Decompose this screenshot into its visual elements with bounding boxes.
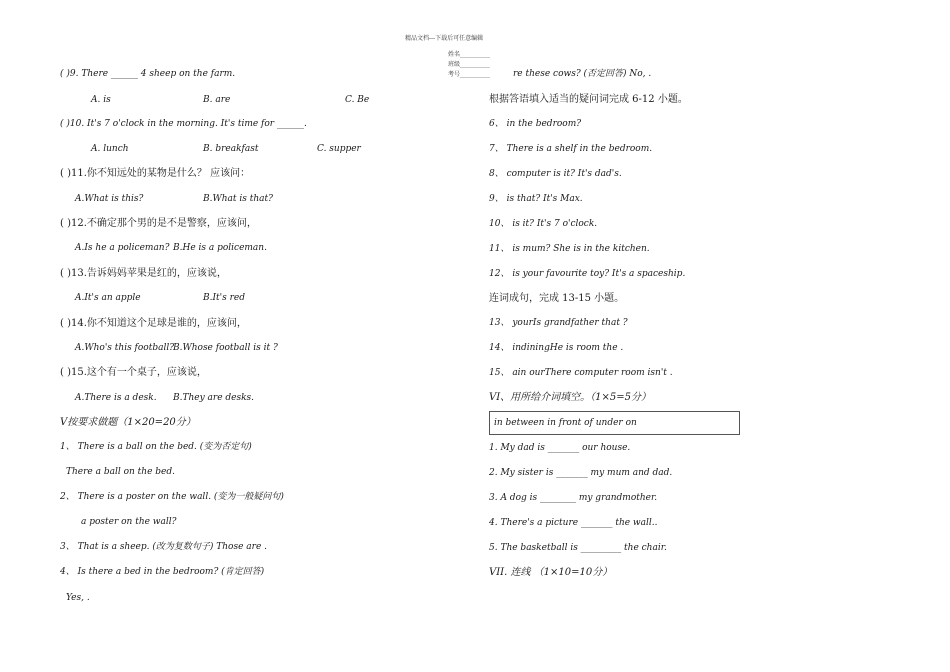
question-r14: 14、 indiningHe is room the . [489, 343, 624, 353]
task-3: 3、 That is a sheep. (改为复数句子) Those are . [60, 542, 267, 552]
document-top-note: 精品文档---下载后可任意编辑 [405, 35, 484, 42]
question-r9: 9、 is that? It's Max. [489, 194, 583, 204]
question-11: ( )11.你不知远处的某物是什么？ 应该问： [60, 168, 251, 179]
task-4-continued: re these cows? (否定回答) No, . [513, 69, 652, 79]
question-11-option-b: B.What is that? [203, 194, 273, 204]
preposition-4: 4. There's a picture _______ the wall.. [489, 518, 658, 528]
question-15: ( )15.这个有一个桌子，应该说， [60, 367, 207, 378]
question-14-option-a: A.Who's this football? [75, 343, 175, 353]
question-r13: 13、 yourIs grandfather that ? [489, 318, 628, 328]
question-11-option-a: A.What is this? [75, 194, 144, 204]
question-r7: 7、 There is a shelf in the bedroom. [489, 144, 653, 154]
class-label: 班级__________ [448, 61, 491, 68]
question-10-option-b: B. breakfast [203, 144, 259, 154]
question-12-option-a: A.Is he a policeman? [75, 243, 170, 253]
instruction-6-12: 根据答语填入适当的疑问词完成 6-12 小题。 [489, 94, 688, 105]
section-7-title: VII. 连线 （1×10=10分） [489, 567, 613, 578]
question-12-option-b: B.He is a policeman. [173, 243, 267, 253]
question-r11: 11、 is mum? She is in the kitchen. [489, 244, 650, 254]
word-bank: in between in front of under on [494, 418, 637, 428]
task-2: 2、 There is a poster on the wall. (变为一般疑问句) [60, 492, 284, 502]
name-label: 姓名__________ [448, 51, 491, 58]
question-15-option-b: B.They are desks. [173, 393, 255, 403]
question-14-option-b: B.Whose football is it ? [173, 343, 278, 353]
exam-id-label: 考号__________ [448, 71, 491, 78]
question-r15: 15、 ain ourThere computer room isn't . [489, 368, 673, 378]
preposition-1: 1. My dad is _______ our house. [489, 443, 631, 453]
task-1: 1、 There is a ball on the bed. (变为否定句) [60, 442, 252, 452]
question-12: ( )12.不确定那个男的是不是警察，应该问， [60, 218, 257, 229]
task-1-answer: There a ball on the bed. [66, 467, 175, 477]
section-6-title: VI、用所给介词填空。（1×5=5分） [489, 392, 652, 403]
question-9-option-a: A. is [91, 95, 111, 105]
instruction-13-15: 连词成句，完成 13-15 小题。 [489, 293, 625, 304]
question-14: ( )14.你不知道这个足球是谁的，应该问， [60, 318, 247, 329]
question-r8: 8、 computer is it? It's dad's. [489, 169, 622, 179]
question-10-option-c: C. supper [317, 144, 361, 154]
question-9: ( )9. There ______ 4 sheep on the farm. [60, 69, 236, 79]
task-4-answer: Yes, . [66, 593, 90, 603]
question-15-option-a: A.There is a desk. [75, 393, 157, 403]
question-10: ( )10. It's 7 o'clock in the morning. It's time for ______. [60, 119, 307, 129]
question-9-option-b: B. are [203, 95, 231, 105]
section-5-title: V按要求做题（1×20=20分） [60, 417, 196, 428]
task-4: 4、 Is there a bed in the bedroom? (肯定回答) [60, 567, 265, 577]
preposition-5: 5. The basketball is _________ the chair. [489, 543, 667, 553]
question-r10: 10、 is it? It's 7 o'clock. [489, 219, 598, 229]
question-13-option-a: A.It's an apple [75, 293, 141, 303]
preposition-2: 2. My sister is _______ my mum and dad. [489, 468, 673, 478]
question-13: ( )13.告诉妈妈苹果是红的，应该说， [60, 268, 227, 279]
question-9-option-c: C. Be [345, 95, 370, 105]
question-13-option-b: B.It's red [203, 293, 245, 303]
question-r6: 6、 in the bedroom? [489, 119, 582, 129]
preposition-3: 3. A dog is ________ my grandmother. [489, 493, 658, 503]
question-10-option-a: A. lunch [91, 144, 129, 154]
question-r12: 12、 is your favourite toy? It's a spaceship. [489, 269, 686, 279]
task-2-answer: a poster on the wall? [81, 517, 177, 527]
